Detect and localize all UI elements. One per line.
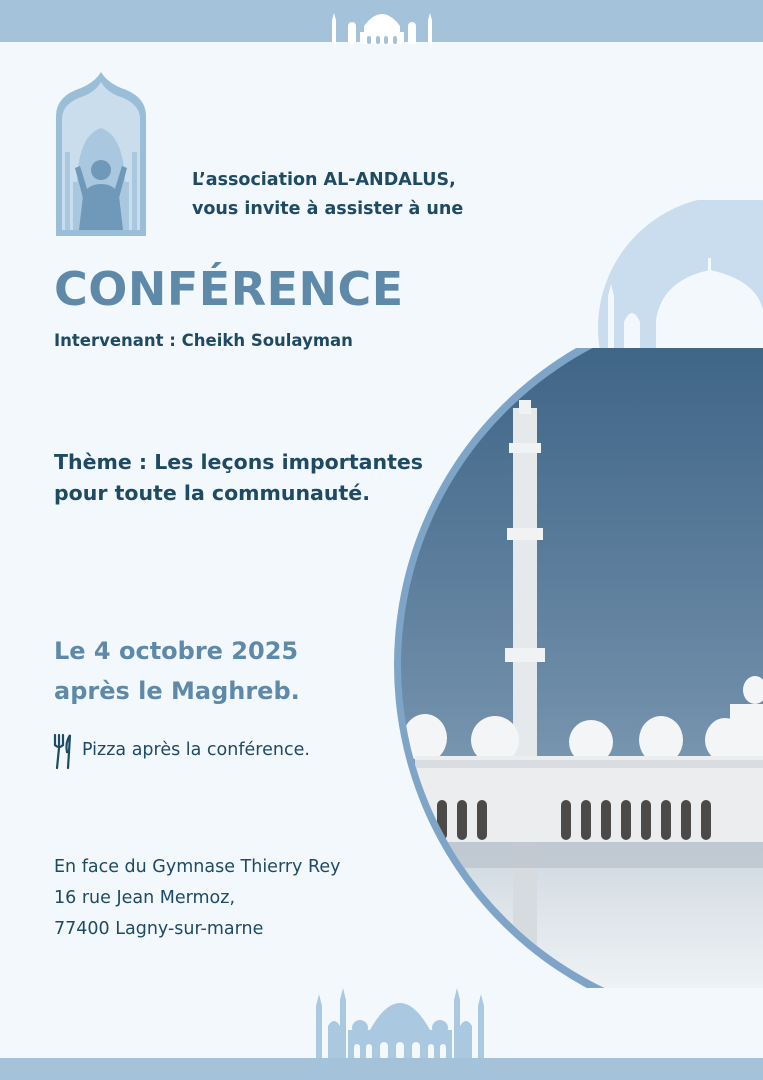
prayer-arch-illustration — [53, 70, 149, 238]
date-line: Le 4 octobre 2025 — [54, 637, 299, 665]
address-line-3: 77400 Lagny-sur-marne — [54, 919, 264, 939]
page-title: CONFÉRENCE — [54, 262, 404, 316]
theme-text — [54, 447, 423, 509]
food-note: Pizza après la conférence. — [82, 740, 310, 760]
mosque-photo — [385, 348, 763, 988]
top-mosque-silhouette — [320, 4, 444, 44]
fork-knife-icon — [52, 733, 74, 771]
bottom-bar — [0, 1058, 763, 1080]
speaker-label: Intervenant : Cheikh Soulayman — [54, 331, 353, 350]
address-block — [54, 852, 340, 945]
intro-line-2: vous invite à assister à une — [192, 199, 464, 219]
time-line: après le Maghreb. — [54, 677, 300, 705]
event-date — [54, 631, 300, 711]
theme-line-1: Thème : Les leçons importantes — [54, 450, 424, 474]
mosque-silhouette-circle — [590, 200, 763, 370]
bottom-mosque-silhouette — [308, 984, 492, 1060]
intro-line-1: L’association AL-ANDALUS, — [192, 170, 456, 190]
theme-line-2: pour toute la communauté. — [54, 481, 370, 505]
invitation-intro — [192, 166, 463, 224]
address-line-1: En face du Gymnase Thierry Rey — [54, 857, 341, 877]
address-line-2: 16 rue Jean Mermoz, — [54, 888, 236, 908]
